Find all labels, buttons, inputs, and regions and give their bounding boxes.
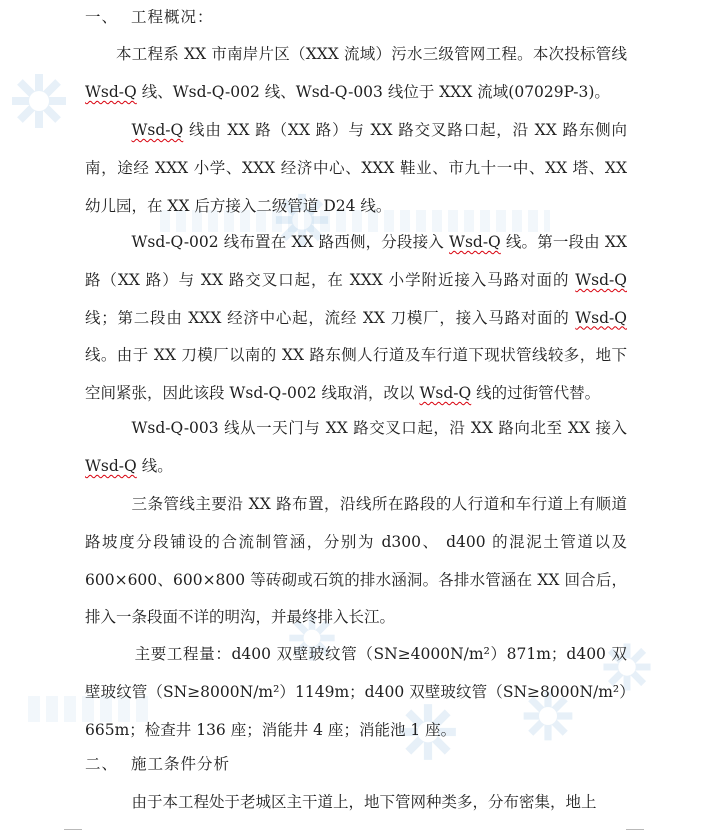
heading-text: 工程概况： — [131, 8, 214, 26]
text-run: 线。 — [136, 456, 173, 475]
paragraph-main-quantities — [85, 636, 627, 749]
text-run: 线；第二段由 XXX 经济中心起，流经 XX 刀模厂，接入马路对面的 — [85, 308, 576, 327]
heading-number: 二、 — [85, 755, 119, 773]
line-code: Wsd-Q — [575, 270, 627, 289]
text-run: 三条管线主要沿 XX 路布置，沿线所在路段的人行道和车行道上有顺道路坡度分段铺设的合流制管涵，分别为 d300、 d400 的混泥土管道以及 600×600、600×800 等砖砌或石筑的排水涵洞。各排水管涵在 XX 回合后，排入一条段面不详的明沟，并最终排入长江。 — [85, 495, 627, 627]
text-run: 线由 XX 路（XX 路）与 XX 路交叉路口起，沿 XX 路东侧向南，途经 XXX 小学、XXX 经济中心、XXX 鞋业、市九十一中、XX 塔、XX 幼儿园，在 XX 后方接入二级管道 D24 线。 — [85, 121, 627, 215]
heading-number: 一、 — [85, 8, 119, 26]
text-run: Wsd-Q-002 线布置在 XX 路西侧，分段接入 — [131, 233, 450, 251]
line-code: Wsd-Q — [575, 308, 627, 327]
text-run: 线、Wsd-Q-002 线、Wsd-Q-003 线位于 XXX 流域(07029P-3)。 — [136, 82, 610, 101]
watermark-snowflake-icon — [8, 70, 70, 132]
line-code: Wsd-Q — [85, 456, 137, 475]
paragraph-pipeline-layout — [85, 486, 627, 637]
text-run: 由于本工程处于老城区主干道上，地下管网种类多，分布密集，地上 — [131, 793, 597, 811]
paragraph-wsd-q-line — [85, 112, 627, 225]
paragraph-project-overview — [85, 36, 627, 112]
page-corner-mark — [64, 829, 82, 839]
line-code: Wsd-Q — [131, 121, 184, 139]
section-heading-2 — [85, 746, 230, 784]
paragraph-wsd-q-002-line — [85, 224, 627, 413]
text-run: 线的过街管代替。 — [471, 384, 601, 403]
paragraph-construction-conditions — [85, 784, 627, 822]
text-run: Wsd-Q-003 线从一天门与 XX 路交叉口起，沿 XX 路向北至 XX 接入 — [131, 419, 627, 437]
heading-text: 施工条件分析 — [131, 755, 231, 773]
text-run: 线。由于 XX 刀模厂以南的 XX 路东侧人行道及车行道下现状管线较多，地下空间紧张，因此该段 Wsd-Q-002 线取消，改以 — [85, 346, 627, 403]
section-heading-1 — [85, 0, 214, 37]
line-code: Wsd-Q — [419, 384, 472, 403]
line-code: Wsd-Q — [85, 82, 137, 101]
line-code: Wsd-Q — [449, 233, 501, 251]
paragraph-wsd-q-003-line — [85, 410, 627, 486]
text-run: 线。第一段由 XX 路（XX 路）与 XX 路交叉口起，在 XXX 小学附近接入马路对面的 — [85, 233, 627, 289]
text-run: 主要工程量：d400 双壁玻纹管（SN≥4000N/m²）871m；d400 双壁玻纹管（SN≥8000N/m²）1149m；d400 双壁玻纹管（SN≥8000N/m²）665m；检查井 136 座；消能井 4 座；消能池 1 座。 — [85, 645, 627, 739]
text-run: 本工程系 XX 市南岸片区（XXX 流域）污水三级管网工程。本次投标管线 — [116, 45, 627, 63]
page-corner-mark — [626, 829, 644, 839]
